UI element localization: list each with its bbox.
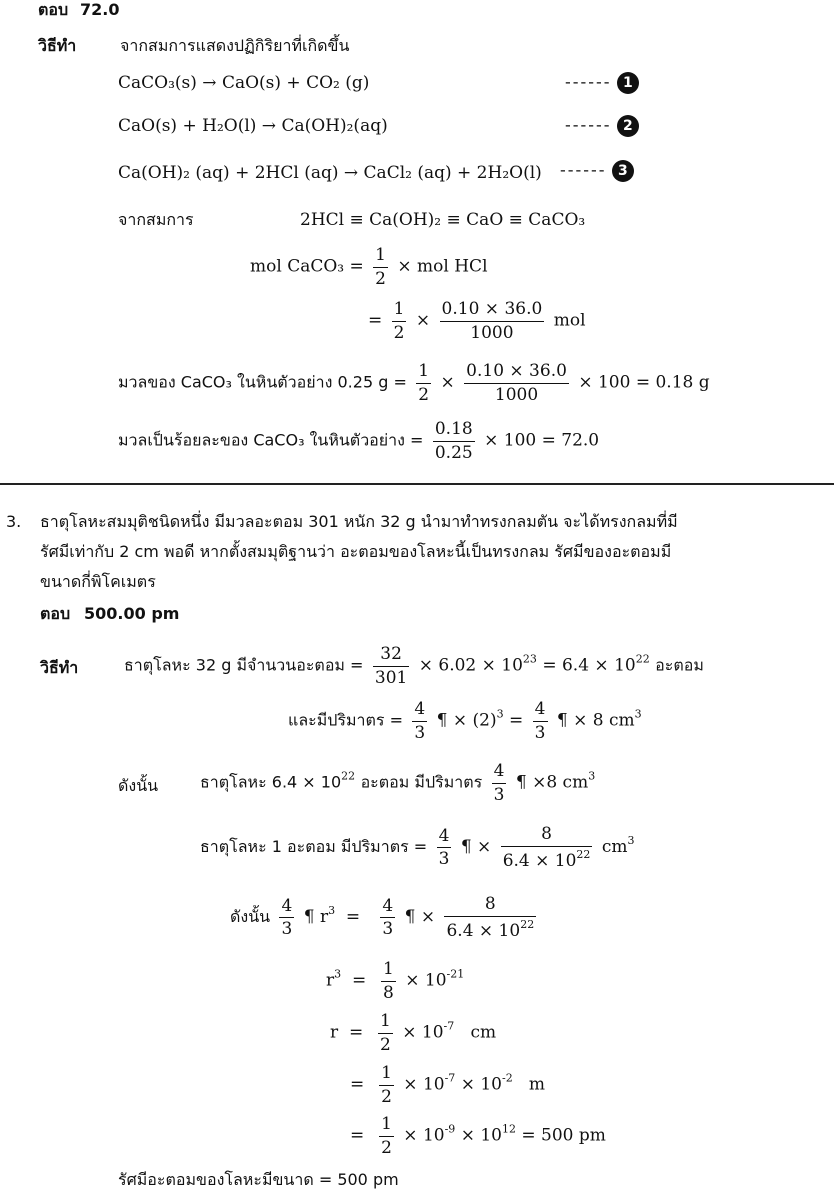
conc-fraction: $\frac{0.10 \times 36.0}{1000}$ <box>466 361 567 405</box>
four-thirds-fraction: $\frac{4}{3}$ <box>438 825 450 870</box>
percent-label: มวลเป็นร้อยละของ CaCO₃ ในหินตัวอย่าง = <box>118 430 424 450</box>
mass-result: × 100 = 0.18 g <box>578 372 710 393</box>
four-thirds-fraction: $\frac{4}{3}$ <box>534 699 546 743</box>
method-label: วิธีทำ <box>38 36 77 55</box>
intro-text: จากสมการแสดงปฏิกิริยาที่เกิดขึ้น <box>120 36 350 55</box>
half-fraction: $\frac{1}{2}$ <box>380 1011 391 1055</box>
conclusion: รัศมีอะตอมของโลหะมีขนาด = 500 pm <box>118 1170 399 1189</box>
mass-label: มวลของ CaCO₃ ในหินตัวอย่าง 0.25 g = <box>118 372 407 392</box>
half-fraction: $\frac{1}{2}$ <box>418 361 430 405</box>
mole-relation: 2HCl ≡ Ca(OH)₂ ≡ CaO ≡ CaCO₃ <box>300 210 586 230</box>
r-cubed-value: $r^3$ = $\frac{1}{8}$ × $10^{-21}$ <box>326 959 465 1003</box>
number-3-icon: 3 <box>612 160 634 182</box>
four-thirds-fraction: $\frac{4}{3}$ <box>414 699 426 743</box>
dash-line: ------ <box>565 115 612 136</box>
number-2-icon: 2 <box>617 115 639 137</box>
section-divider <box>0 483 834 485</box>
mol-calc-line: = $\frac{1}{2}$ × $\frac{0.10 \times 36.0}{1000}$ mol <box>368 299 586 343</box>
four-thirds-fraction: $\frac{4}{3}$ <box>493 761 505 805</box>
question-number: 3. <box>6 512 22 531</box>
number-1-icon: 1 <box>617 72 639 94</box>
equation-3-ref <box>560 160 634 182</box>
conc-fraction: $\frac{0.10 \times 36.0}{1000}$ <box>441 299 543 343</box>
volume-line: และมีปริมาตร = $\frac{4}{3}$ ¶ × $(2)^3$ = $\frac{4}{3}$ ¶ × 8 $cm^3$ <box>288 699 642 743</box>
method-label-3: วิธีทำ <box>40 658 79 677</box>
question-line-2: รัศมีเท่ากับ 2 cm พอดี หากตั้งสมมุติฐานว่า อะตอมของโลหะนี้เป็นทรงกลม รัศมีของอะตอมมี <box>40 542 672 561</box>
equation-1-ref <box>565 72 639 94</box>
half-fraction: $\frac{1}{2}$ <box>381 1063 392 1107</box>
four-thirds-fraction: $\frac{4}{3}$ <box>382 895 394 940</box>
half-fraction: $\frac{1}{2}$ <box>381 1114 392 1158</box>
mol-caco3-line <box>250 246 488 288</box>
one-atom-volume-line: ธาตุโลหะ 1 อะตอม มีปริมาตร = $\frac{4}{3}$ ¶ × $\frac{8}{6.4 \times 10^{22}}$ $cm^3$ <box>200 824 635 871</box>
equation-2: CaO(s) + H₂O(l) → Ca(OH)₂(aq) <box>118 116 388 136</box>
mol-hcl-text: × mol HCl <box>397 256 488 277</box>
dash-line: ------ <box>560 160 607 181</box>
volume-per-atom-fraction: $\frac{8}{6.4 \times 10^{22}}$ <box>446 894 535 941</box>
percent-fraction: $\frac{0.18}{0.25}$ <box>434 419 473 463</box>
question-line-3: ขนาดกี่พิโคเมตร <box>40 572 156 591</box>
answer-label-3: ตอบ <box>40 604 71 623</box>
r-value-cm: r = $\frac{1}{2}$ × $10^{-7}$ cm <box>330 1011 497 1055</box>
half-fraction: $\frac{1}{2}$ <box>393 299 405 343</box>
one-eighth-fraction: $\frac{1}{8}$ <box>383 959 394 1003</box>
dash-line: ------ <box>565 72 612 93</box>
percent-line <box>118 420 599 462</box>
volume-per-atom-fraction: $\frac{8}{6.4 \times 10^{22}}$ <box>502 824 591 871</box>
volume-atoms-line: ธาตุโลหะ $6.4 \times 10^{22}$ อะตอม มีปริมาตร $\frac{4}{3}$ ¶ ×8 $cm^3$ <box>200 761 596 805</box>
from-equation-label: จากสมการ <box>118 210 194 229</box>
equation-3: Ca(OH)₂ (aq) + 2HCl (aq) → CaCl₂ (aq) + 2H₂O(l) <box>118 163 542 183</box>
equation-1: CaCO₃(s) → CaO(s) + CO₂ (g) <box>118 73 370 93</box>
percent-result: × 100 = 72.0 <box>484 430 600 451</box>
mass-ratio-fraction: $\frac{32}{301}$ <box>374 644 408 688</box>
so-label: ดังนั้น <box>118 776 159 795</box>
mol-caco3-label: mol CaCO₃ = <box>250 256 364 277</box>
half-fraction: $\frac{1}{2}$ <box>375 245 386 289</box>
r-cubed-equation: ดังนั้น $\frac{4}{3}$ ¶ $r^3$ = $\frac{4}{3}$ ¶ × $\frac{8}{6.4 \times 10^{22}}$ <box>230 894 535 941</box>
mass-line: มวลของ CaCO₃ ในหินตัวอย่าง 0.25 g = $\frac{1}{2}$ × $\frac{0.10 \times 36.0}{1000}$ × 100 = 0.18 g <box>118 361 710 405</box>
four-thirds-fraction: $\frac{4}{3}$ <box>281 895 293 940</box>
r-value-pm: = $\frac{1}{2}$ × $10^{-9} \times 10^{12} = 500$ pm <box>350 1114 606 1158</box>
atoms-count-line: ธาตุโลหะ 32 g มีจำนวนอะตอม = $\frac{32}{301}$ × $6.02 \times 10^{23} = 6.4 \times 10^{22}$ อะตอม <box>124 644 704 688</box>
question-line-1: ธาตุโลหะสมมุติชนิดหนึ่ง มีมวลอะตอม 301 หนัก 32 g นำมาทำทรงกลมตัน จะได้ทรงกลมที่มี <box>40 512 678 531</box>
answer-value: 72.0 <box>80 0 120 19</box>
mol-unit: mol <box>553 310 586 331</box>
r-value-m: = $\frac{1}{2}$ × $10^{-7} \times 10^{-2}$ m <box>350 1063 546 1107</box>
answer-value-3: 500.00 pm <box>84 604 180 623</box>
answer-label: ตอบ <box>38 0 69 19</box>
equation-2-ref <box>565 115 639 137</box>
